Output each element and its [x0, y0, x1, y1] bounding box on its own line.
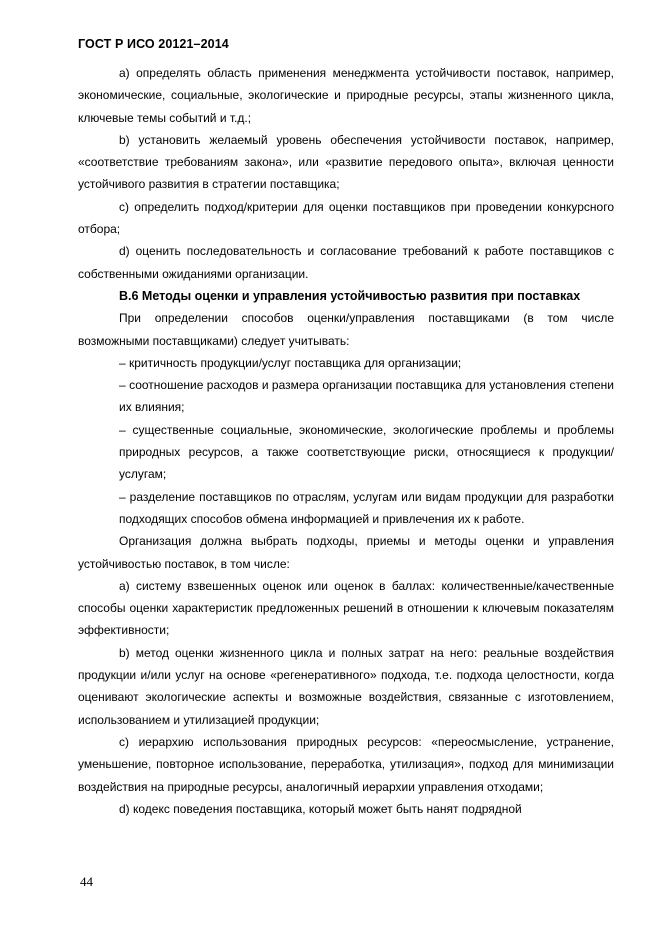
dash-item: – соотношение расходов и размера организации поставщика для установления степени их влияния; [119, 378, 614, 415]
document-header: ГОСТ Р ИСО 20121–2014 [78, 37, 229, 51]
paragraph: При определении способов оценки/управления поставщиками (в том числе возможными поставщиками) следует учитывать: [78, 311, 614, 348]
list-item-b: b) установить желаемый уровень обеспечения устойчивости поставок, например, «соответствие требованиям закона», или «развитие передового опыта», включая ценности устойчивого развития в стратегии поставщика; [78, 132, 614, 192]
section-heading: B.6 Методы оценки и управления устойчивостью развития при поставках [119, 288, 581, 303]
list-item-c: c) иерархию использования природных ресурсов: «переосмысление, устранение, уменьшение, повторное использование, переработка, утилизация», подход для минимизации воздействия на природные ресурсы, аналогичный иерархии управления отходами; [78, 734, 614, 794]
dash-item: – критичность продукции/услуг поставщика для организации; [119, 355, 462, 370]
list-item-b: b) метод оценки жизненного цикла и полных затрат на него: реальные воздействия продукции и/или услуг на основе «регенеративного» подхода, т.е. подхода целостности, когда оценивают экологические аспекты и возможные воздействия, связанные с изготовлением, использованием и утилизацией продукции; [78, 645, 614, 727]
page-number: 44 [80, 874, 93, 889]
list-item-d: d) оценить последовательность и согласование требований к работе поставщиков с собственными ожиданиями организации. [78, 244, 614, 281]
list-item-d: d) кодекс поведения поставщика, который может быть нанят подрядной [119, 801, 522, 816]
list-item-a: a) систему взвешенных оценок или оценок в баллах: количественные/качественные способы оценки характеристик предложенных решений в отношении к ключевым показателям эффективности; [78, 578, 614, 638]
list-item-a: a) определять область применения менеджмента устойчивости поставок, например, экономические, социальные, экологические и природные ресурсы, этапы жизненного цикла, ключевые темы событий и т.д.; [78, 66, 614, 125]
paragraph: Организация должна выбрать подходы, приемы и методы оценки и управления устойчивостью поставок, в том числе: [78, 534, 614, 571]
list-item-c: c) определить подход/критерии для оценки поставщиков при проведении конкурсного отбора; [78, 199, 614, 237]
dash-item: – разделение поставщиков по отраслям, услугам или видам продукции для разработки подходящих способов обмена информацией и привлечения их к работе. [119, 489, 614, 526]
dash-item: – существенные социальные, экономические, экологические проблемы и проблемы природных ресурсов, а также соответствующие риски, относящиеся к продукции/услугам; [119, 422, 614, 482]
document-body [78, 62, 614, 820]
